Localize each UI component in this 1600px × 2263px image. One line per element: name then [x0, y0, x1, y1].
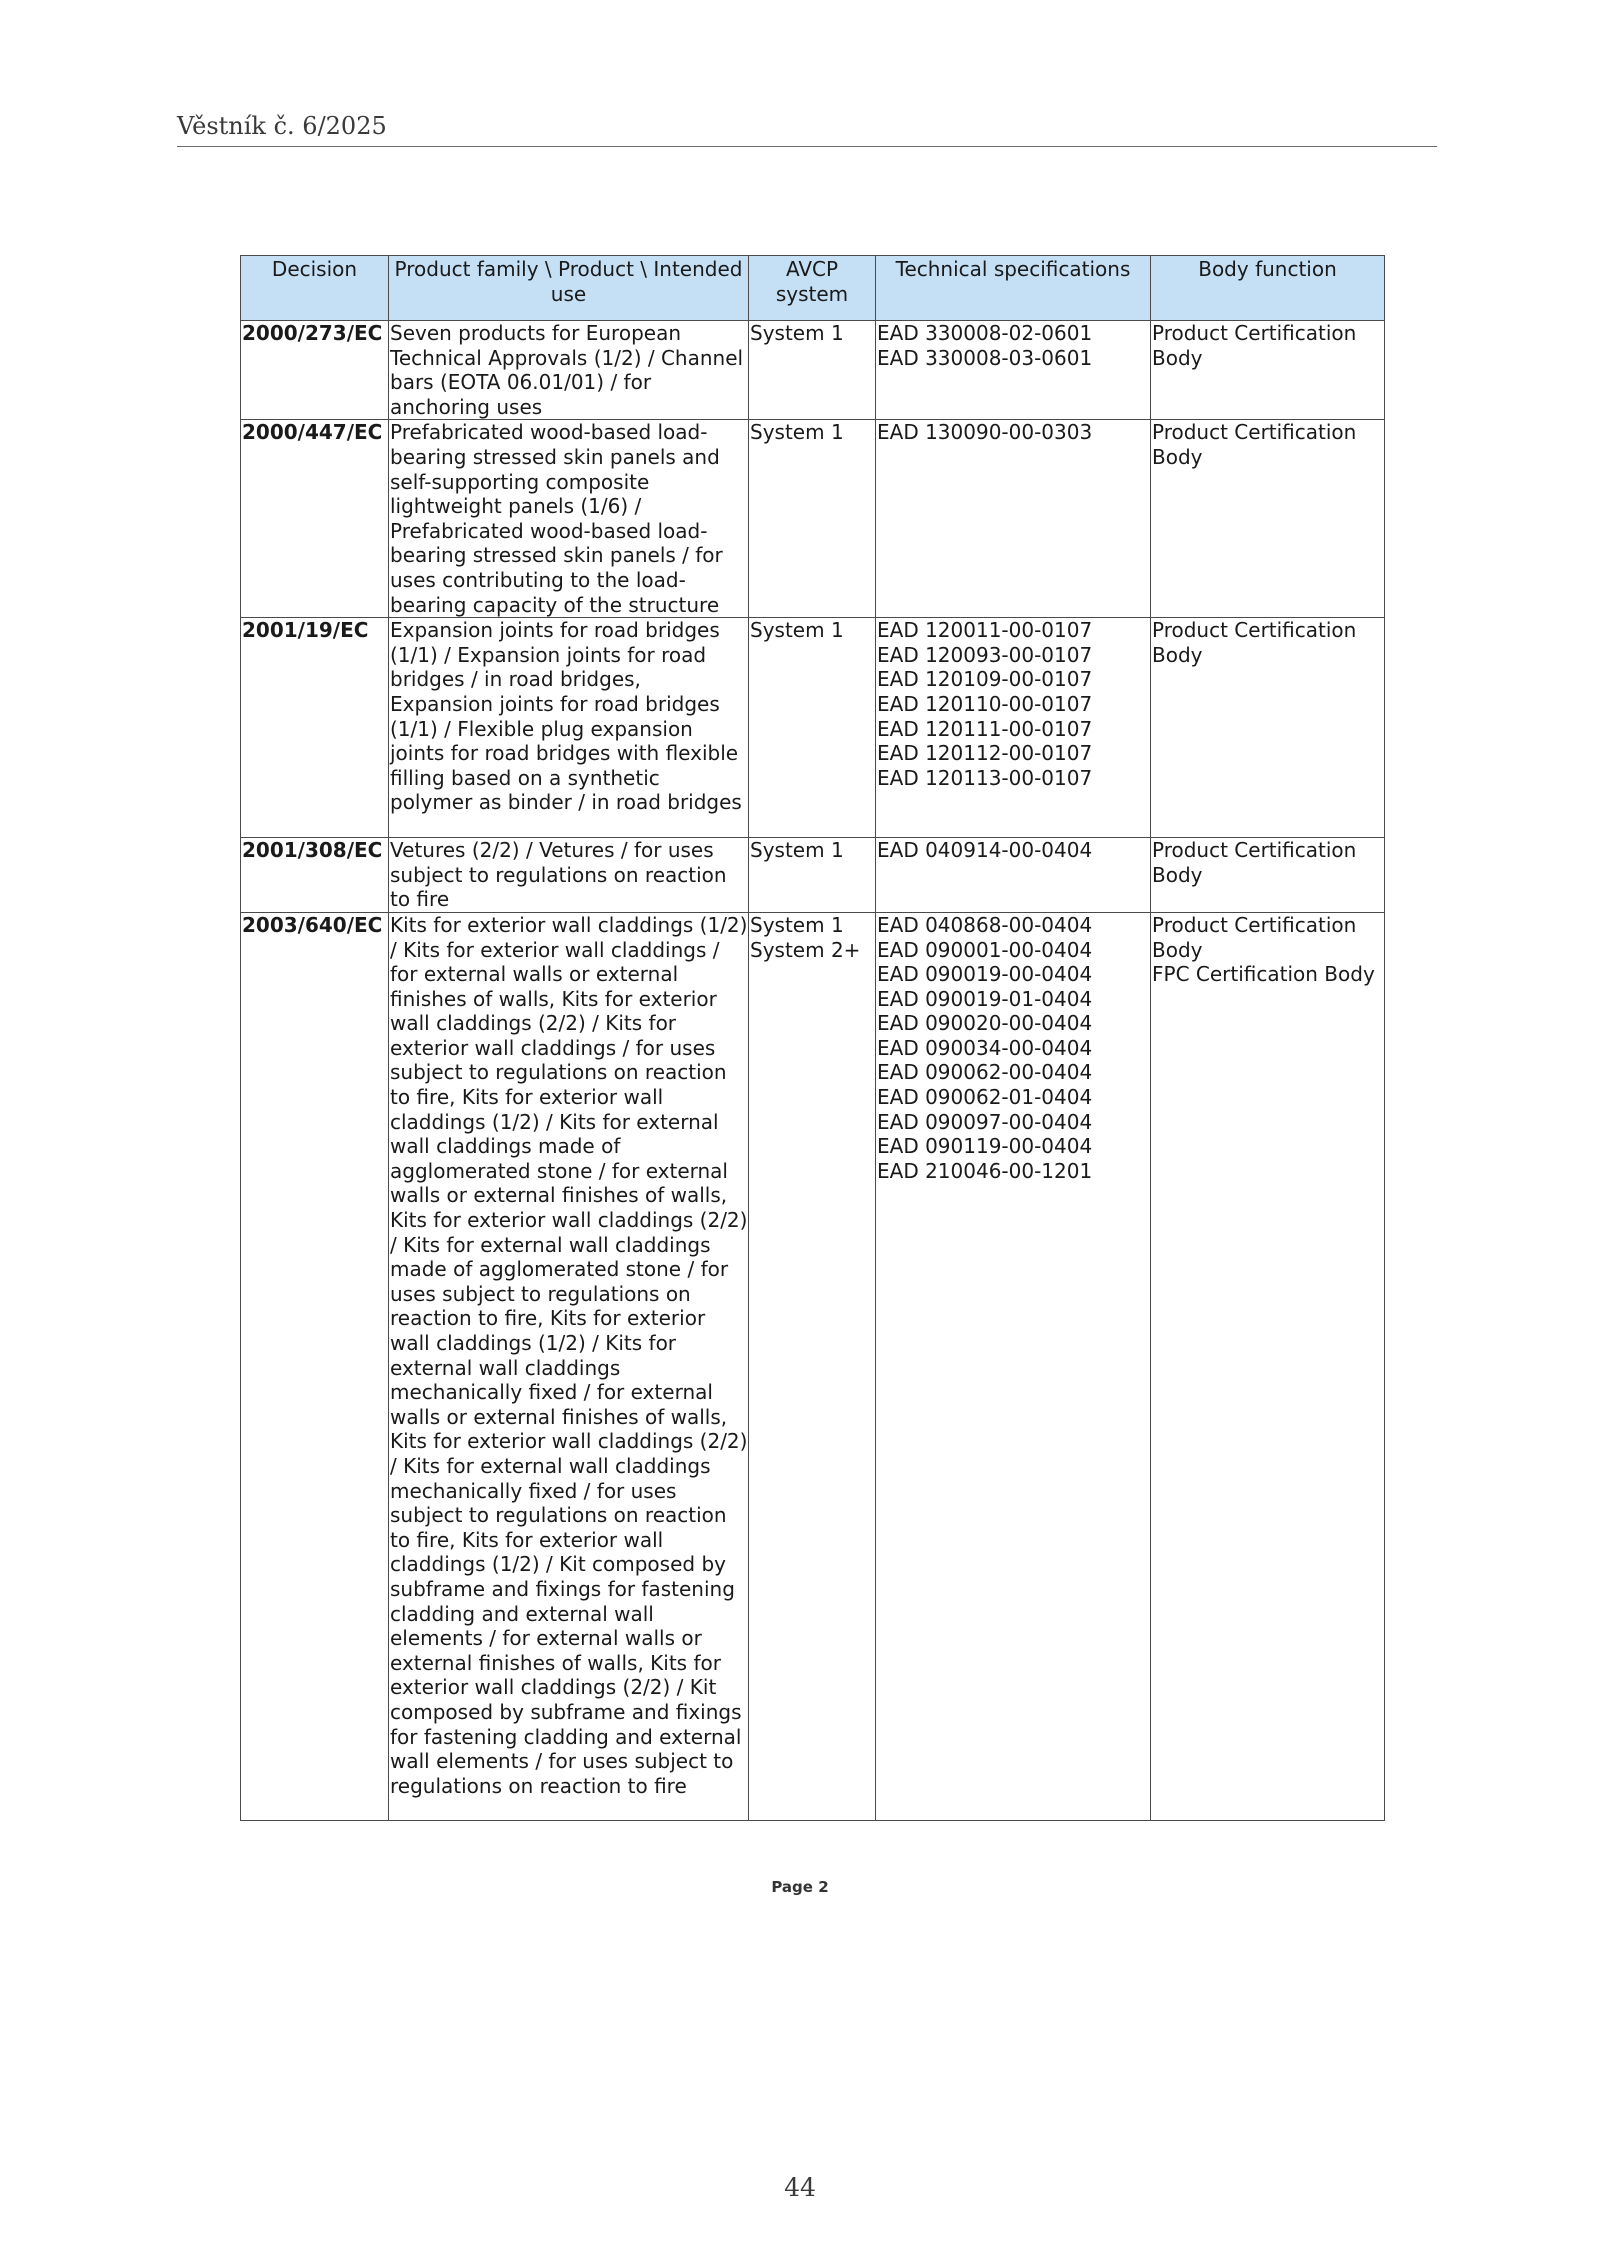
page-label: Page 2	[771, 1878, 829, 1896]
decision-cell: 2001/19/EC	[241, 618, 389, 838]
body-function-value: Product Certification Body	[1152, 838, 1357, 887]
column-header-decision: Decision	[241, 256, 389, 321]
specifications-cell	[876, 838, 1151, 913]
body-function-cell	[1151, 420, 1385, 618]
journal-header-title: Věstník č. 6/2025	[177, 112, 387, 140]
decision-cell: 2000/447/EC	[241, 420, 389, 618]
specification-value: EAD 120011-00-0107	[877, 618, 1093, 643]
specification-value: EAD 090062-00-0404	[877, 1060, 1093, 1085]
specification-value: EAD 120109-00-0107	[877, 667, 1093, 692]
product-cell: Prefabricated wood-based load-bearing stressed skin panels and self-supporting composite lightweight panels (1/6) / Prefabricated wood-based load-bearing stressed skin panels / for uses contributing to the load-bearing capacity of the structure	[389, 420, 749, 618]
decisions-table	[240, 255, 1385, 1821]
specification-value: EAD 090019-01-0404	[877, 986, 1093, 1011]
specification-value: EAD 120113-00-0107	[877, 765, 1093, 790]
column-header-avcp: AVCP system	[749, 256, 876, 321]
specifications-cell	[876, 912, 1151, 1820]
table-row	[241, 838, 1385, 913]
specification-value: EAD 090034-00-0404	[877, 1035, 1093, 1060]
column-header-body-function: Body function	[1151, 256, 1385, 321]
body-function-value: Product Certification Body	[1152, 321, 1357, 370]
header-rule	[177, 146, 1437, 147]
avcp-cell	[749, 838, 876, 913]
decision-cell: 2000/273/EC	[241, 321, 389, 420]
specification-value: EAD 090001-00-0404	[877, 937, 1093, 962]
avcp-value: System 1	[750, 912, 844, 937]
decision-cell: 2003/640/EC	[241, 912, 389, 1820]
decision-cell: 2001/308/EC	[241, 838, 389, 913]
specifications-cell	[876, 420, 1151, 618]
avcp-value: System 1	[750, 838, 844, 863]
specification-value: EAD 330008-03-0601	[877, 345, 1093, 370]
body-function-value: FPC Certification Body	[1152, 962, 1375, 987]
table-row	[241, 420, 1385, 618]
column-header-product: Product family \ Product \ Intended use	[389, 256, 749, 321]
specification-value: EAD 120110-00-0107	[877, 691, 1093, 716]
page-number: 44	[784, 2173, 816, 2202]
table-container	[240, 255, 1385, 1821]
product-cell: Vetures (2/2) / Vetures / for uses subject to regulations on reaction to fire	[389, 838, 749, 913]
body-function-value: Product Certification Body	[1152, 618, 1357, 667]
table-header-row	[241, 256, 1385, 321]
avcp-value: System 2+	[750, 937, 861, 962]
specification-value: EAD 120112-00-0107	[877, 741, 1093, 766]
specification-value: EAD 330008-02-0601	[877, 321, 1093, 345]
product-cell: Seven products for European Technical Approvals (1/2) / Channel bars (EOTA 06.01/01) / for anchoring uses	[389, 321, 749, 420]
avcp-cell	[749, 420, 876, 618]
specification-value: EAD 090119-00-0404	[877, 1134, 1093, 1159]
specification-value: EAD 040868-00-0404	[877, 912, 1093, 937]
body-function-cell	[1151, 618, 1385, 838]
specifications-cell	[876, 618, 1151, 838]
avcp-value: System 1	[750, 420, 844, 445]
avcp-cell	[749, 618, 876, 838]
specification-value: EAD 040914-00-0404	[877, 838, 1093, 863]
table-row	[241, 912, 1385, 1820]
specification-value: EAD 120093-00-0107	[877, 642, 1093, 667]
avcp-cell	[749, 321, 876, 420]
table-row	[241, 618, 1385, 838]
specification-value: EAD 090097-00-0404	[877, 1109, 1093, 1134]
specification-value: EAD 090020-00-0404	[877, 1011, 1093, 1036]
product-cell: Expansion joints for road bridges (1/1) / Expansion joints for road bridges / in road bridges, Expansion joints for road bridges (1/1) / Flexible plug expansion joints for road bridges with flexible filling based on a synthetic polymer as binder / in road bridges	[389, 618, 749, 838]
body-function-cell	[1151, 838, 1385, 913]
avcp-value: System 1	[750, 618, 844, 643]
specifications-cell	[876, 321, 1151, 420]
body-function-cell	[1151, 321, 1385, 420]
table-row	[241, 321, 1385, 420]
body-function-value: Product Certification Body	[1152, 912, 1357, 962]
body-function-value: Product Certification Body	[1152, 420, 1357, 469]
specification-value: EAD 090062-01-0404	[877, 1085, 1093, 1110]
specification-value: EAD 090019-00-0404	[877, 962, 1093, 987]
avcp-cell	[749, 912, 876, 1820]
product-cell: Kits for exterior wall claddings (1/2) / Kits for exterior wall claddings / for external walls or external finishes of walls, Kits for exterior wall claddings (2/2) / Kits for exterior wall claddings / for uses subject to regulations on reaction to fire, Kits for exterior wall claddings (1/2) / Kits for external wall claddings made of agglomerated stone / for external walls or external finishes of walls, Kits for exterior wall claddings (2/2) / Kits for external wall claddings made of agglomerated stone / for uses subject to regulations on reaction to fire, Kits for exterior wall claddings (1/2) / Kits for external wall claddings mechanically fixed / for external walls or external finishes of walls, Kits for exterior wall claddings (2/2) / Kits for external wall claddings mechanically fixed / for uses subject to regulations on reaction to fire, Kits for exterior wall claddings (1/2) / Kit composed by subframe and fixings for fastening cladding and external wall elements / for external walls or external finishes of walls, Kits for exterior wall claddings (2/2) / Kit composed by subframe and fixings for fastening cladding and external wall elements / for uses subject to regulations on reaction to fire	[389, 912, 749, 1820]
avcp-value: System 1	[750, 321, 844, 345]
specification-value: EAD 130090-00-0303	[877, 420, 1093, 445]
specification-value: EAD 210046-00-1201	[877, 1158, 1093, 1183]
column-header-specifications: Technical specifications	[876, 256, 1151, 321]
specification-value: EAD 120111-00-0107	[877, 716, 1093, 741]
body-function-cell	[1151, 912, 1385, 1820]
